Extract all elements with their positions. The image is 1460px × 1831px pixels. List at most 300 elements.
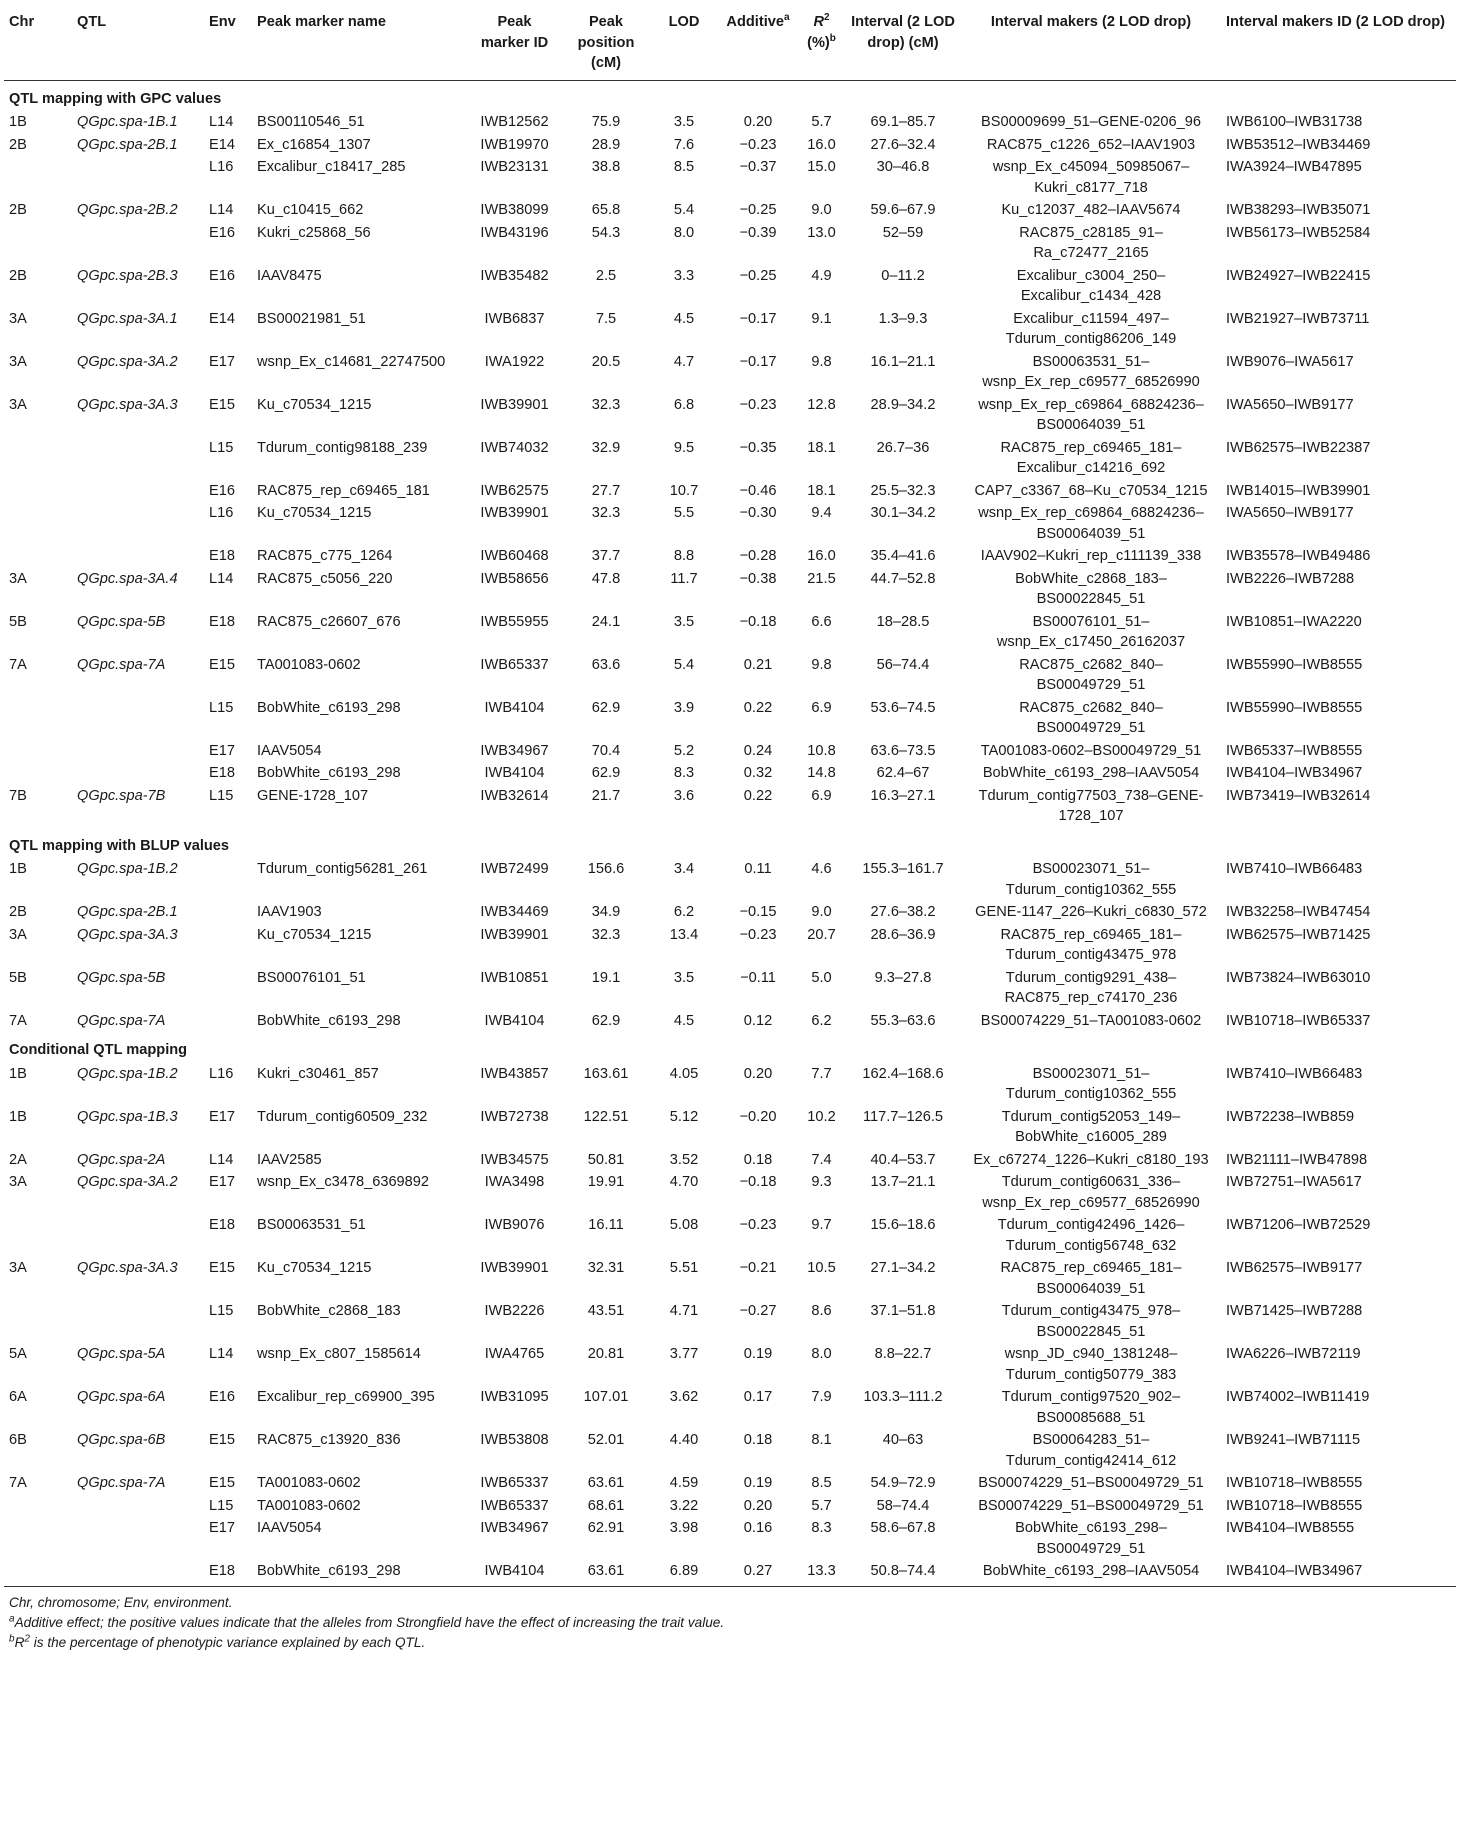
cell-interval-markers: GENE-1147_226–Kukri_c6830_572 bbox=[975, 904, 1207, 920]
cell-peak-marker-name: Kukri_c25868_56 bbox=[257, 224, 371, 241]
cell-r2: 18.1 bbox=[807, 439, 836, 456]
cell-interval: 28.9–34.2 bbox=[870, 396, 936, 413]
cell-qtl: QGpc.spa-2B.1 bbox=[77, 136, 178, 153]
cell-interval: 59.6–67.9 bbox=[870, 202, 936, 218]
cell-interval-markers: Ex_c67274_1226–Kukri_c8180_193 bbox=[973, 1151, 1209, 1168]
cell-lod: 3.5 bbox=[673, 114, 695, 130]
cell-interval-markers-id: IWB10851–IWA2220 bbox=[1226, 613, 1362, 630]
cell-lod: 4.7 bbox=[673, 353, 695, 370]
table-row bbox=[4, 1495, 1456, 1518]
cell-interval: 40.4–53.7 bbox=[870, 1151, 936, 1168]
cell-additive: −0.18 bbox=[739, 1174, 777, 1190]
cell-peak-marker-name: IAAV5054 bbox=[257, 742, 322, 759]
cell-interval-markers-id: IWB10718–IWB65337 bbox=[1226, 1012, 1371, 1029]
cell-interval-markers-id: IWB73419–IWB32614 bbox=[1226, 787, 1371, 804]
cell-env: L14 bbox=[209, 570, 234, 587]
cell-interval-markers: Tdurum_contig97520_902–BS00085688_51 bbox=[1001, 1389, 1181, 1426]
table-row bbox=[4, 1171, 1456, 1214]
cell-interval-markers: BobWhite_c6193_298–IAAV5054 bbox=[961, 1560, 1221, 1586]
header-interval-markers: Interval makers (2 LOD drop) bbox=[961, 4, 1221, 80]
cell-peak-position: 63.61 bbox=[587, 1475, 625, 1491]
cell-r2: 15.0 bbox=[807, 159, 836, 175]
table-body bbox=[4, 80, 1456, 1586]
table-row bbox=[4, 762, 1456, 785]
cell-peak-marker-id: IWB65337 bbox=[480, 1475, 549, 1491]
cell-interval: 28.6–36.9 bbox=[870, 926, 936, 943]
cell-qtl bbox=[72, 222, 204, 265]
qtl-table bbox=[4, 4, 1456, 1587]
cell-additive: −0.23 bbox=[739, 396, 777, 413]
table-row bbox=[4, 156, 1456, 199]
cell-qtl: QGpc.spa-6B bbox=[77, 1432, 166, 1448]
cell-qtl bbox=[72, 1495, 204, 1518]
cell-peak-position: 63.6 bbox=[591, 656, 621, 673]
cell-interval-markers-id: IWB72238–IWB859 bbox=[1226, 1108, 1355, 1125]
cell-interval: 55.3–63.6 bbox=[870, 1012, 936, 1029]
cell-interval-markers: BS00009699_51–GENE-0206_96 bbox=[981, 114, 1201, 130]
cell-additive: −0.25 bbox=[739, 267, 777, 284]
header-peak-marker-name: Peak marker name bbox=[252, 4, 467, 80]
table-row bbox=[4, 437, 1456, 480]
cell-interval-markers: BS00076101_51–wsnp_Ex_c17450_26162037 bbox=[996, 613, 1186, 650]
cell-peak-marker-id: IWB6837 bbox=[484, 310, 545, 327]
cell-interval-markers: BS00023071_51–Tdurum_contig10362_555 bbox=[1005, 1065, 1177, 1102]
cell-lod: 5.4 bbox=[673, 656, 695, 673]
cell-chr: 7A bbox=[9, 656, 27, 673]
cell-additive: −0.35 bbox=[739, 439, 777, 456]
cell-additive: 0.11 bbox=[744, 861, 772, 877]
cell-chr: 3A bbox=[9, 1174, 27, 1190]
cell-interval-markers: IAAV902–Kukri_rep_c111139_338 bbox=[980, 548, 1202, 564]
cell-interval-markers: Tdurum_contig42496_1426–Tdurum_contig56748_632 bbox=[997, 1217, 1185, 1254]
cell-r2: 20.7 bbox=[807, 926, 836, 943]
cell-peak-marker-name: BobWhite_c6193_298 bbox=[257, 765, 401, 781]
cell-env: E14 bbox=[209, 310, 235, 327]
cell-peak-marker-id: IWB39901 bbox=[480, 505, 549, 521]
table-row bbox=[4, 1063, 1456, 1106]
cell-additive: −0.28 bbox=[739, 548, 777, 564]
cell-peak-marker-id: IWB43857 bbox=[480, 1065, 549, 1082]
cell-lod: 3.4 bbox=[673, 861, 695, 877]
table-row bbox=[4, 1257, 1456, 1300]
cell-qtl: QGpc.spa-1B.3 bbox=[77, 1108, 178, 1125]
cell-interval-markers: Tdurum_contig77503_738–GENE-1728_107 bbox=[978, 787, 1204, 824]
table-row bbox=[4, 1010, 1456, 1033]
cell-peak-marker-id: IWB39901 bbox=[480, 1260, 549, 1276]
cell-env: E17 bbox=[209, 1520, 235, 1536]
cell-r2: 10.8 bbox=[807, 742, 836, 759]
section-title: Conditional QTL mapping bbox=[9, 1042, 188, 1058]
cell-r2: 21.5 bbox=[807, 570, 836, 587]
cell-peak-position: 32.31 bbox=[587, 1260, 625, 1276]
cell-peak-marker-id: IWB4104 bbox=[484, 765, 545, 781]
cell-lod: 5.08 bbox=[669, 1217, 699, 1233]
footnote-abbrev: Chr, chromosome; Env, environment. bbox=[9, 1594, 233, 1610]
cell-interval-markers-id: IWB35578–IWB49486 bbox=[1226, 548, 1371, 564]
table-footnotes bbox=[4, 1587, 1456, 1653]
cell-lod: 3.52 bbox=[669, 1151, 699, 1168]
cell-peak-marker-id: IWB19970 bbox=[480, 136, 549, 153]
cell-interval-markers-id: IWB10718–IWB8555 bbox=[1226, 1475, 1363, 1491]
cell-interval: 26.7–36 bbox=[876, 439, 930, 456]
cell-peak-marker-name: RAC875_c26607_676 bbox=[257, 613, 401, 630]
cell-r2: 16.0 bbox=[807, 548, 836, 564]
header-interval-markers-id: Interval makers ID (2 LOD drop) bbox=[1221, 4, 1456, 80]
cell-env: E17 bbox=[209, 353, 235, 370]
cell-interval: 16.1–21.1 bbox=[870, 353, 936, 370]
cell-lod: 10.7 bbox=[669, 482, 699, 499]
cell-interval-markers: BobWhite_c6193_298–IAAV5054 bbox=[982, 765, 1200, 781]
cell-interval-markers-id: IWB32258–IWB47454 bbox=[1226, 904, 1371, 920]
cell-interval-markers: RAC875_rep_c69465_181–Excalibur_c14216_692 bbox=[1000, 439, 1182, 476]
cell-chr: 6B bbox=[9, 1432, 27, 1448]
cell-r2: 8.0 bbox=[811, 1346, 832, 1362]
cell-lod: 5.4 bbox=[673, 202, 695, 218]
section-header-row bbox=[4, 80, 1456, 111]
cell-additive: 0.19 bbox=[743, 1346, 773, 1362]
cell-lod: 4.5 bbox=[673, 1012, 695, 1029]
cell-env: L14 bbox=[209, 114, 234, 130]
table-row bbox=[4, 1560, 1456, 1586]
cell-interval-markers: RAC875_c28185_91–Ra_c72477_2165 bbox=[1019, 224, 1163, 261]
cell-peak-marker-id: IWB38099 bbox=[480, 202, 549, 218]
cell-peak-position: 156.6 bbox=[587, 861, 625, 877]
cell-interval: 27.1–34.2 bbox=[870, 1260, 936, 1276]
table-row bbox=[4, 199, 1456, 222]
cell-qtl: QGpc.spa-1B.2 bbox=[77, 861, 178, 877]
cell-chr: 2B bbox=[9, 136, 27, 153]
cell-interval: 25.5–32.3 bbox=[870, 482, 936, 499]
cell-interval-markers: BS00074229_51–TA001083-0602 bbox=[980, 1012, 1202, 1029]
footnote-b-r-sup: 2 bbox=[24, 1632, 30, 1644]
cell-interval-markers-id: IWB71206–IWB72529 bbox=[1226, 1217, 1371, 1233]
cell-additive: 0.21 bbox=[743, 656, 773, 673]
cell-chr bbox=[4, 156, 72, 199]
cell-peak-marker-id: IWB58656 bbox=[480, 570, 549, 587]
cell-qtl bbox=[72, 1300, 204, 1343]
cell-interval-markers-id: IWB7410–IWB66483 bbox=[1226, 861, 1363, 877]
cell-lod: 8.3 bbox=[673, 765, 695, 781]
cell-r2: 18.1 bbox=[807, 482, 836, 499]
cell-peak-position: 50.81 bbox=[587, 1151, 625, 1168]
cell-peak-marker-id: IWB34967 bbox=[480, 1520, 549, 1536]
cell-env: E18 bbox=[209, 548, 235, 564]
cell-lod: 3.5 bbox=[673, 969, 695, 986]
cell-interval-markers: wsnp_Ex_rep_c69864_68824236–BS00064039_51 bbox=[978, 396, 1204, 433]
cell-peak-marker-id: IWB4104 bbox=[484, 1012, 545, 1029]
table-row bbox=[4, 785, 1456, 828]
cell-interval: 30.1–34.2 bbox=[870, 505, 936, 521]
cell-r2: 16.0 bbox=[807, 136, 836, 153]
cell-peak-position: 28.9 bbox=[591, 136, 621, 153]
cell-additive: 0.20 bbox=[743, 1497, 773, 1514]
cell-peak-marker-name: GENE-1728_107 bbox=[257, 787, 369, 804]
cell-r2: 6.2 bbox=[811, 1012, 832, 1029]
cell-interval-markers: BS00064283_51–Tdurum_contig42414_612 bbox=[1005, 1432, 1177, 1469]
cell-env bbox=[204, 901, 252, 924]
cell-peak-marker-name: Excalibur_rep_c69900_395 bbox=[257, 1389, 435, 1405]
cell-interval-markers: BS00074229_51–BS00049729_51 bbox=[978, 1497, 1204, 1514]
cell-peak-position: 54.3 bbox=[591, 224, 621, 241]
cell-chr: 1B bbox=[9, 1108, 27, 1125]
cell-env: E15 bbox=[209, 656, 235, 673]
cell-env: L15 bbox=[209, 787, 234, 804]
cell-peak-marker-id: IWA1922 bbox=[484, 353, 545, 370]
cell-peak-position: 32.3 bbox=[591, 396, 621, 413]
cell-interval-markers-id: IWB4104–IWB8555 bbox=[1226, 1520, 1355, 1536]
cell-additive: −0.21 bbox=[739, 1260, 777, 1276]
cell-interval: 56–74.4 bbox=[876, 656, 930, 673]
cell-qtl bbox=[72, 502, 204, 545]
cell-qtl: QGpc.spa-3A.2 bbox=[77, 1174, 178, 1190]
table-row bbox=[4, 1386, 1456, 1429]
cell-lod: 5.51 bbox=[669, 1260, 699, 1276]
cell-env: L16 bbox=[209, 1065, 234, 1082]
table-row bbox=[4, 545, 1456, 568]
cell-peak-marker-id: IWB72499 bbox=[480, 861, 549, 877]
footnote-a bbox=[9, 1613, 1451, 1633]
cell-peak-position: 38.8 bbox=[591, 159, 621, 175]
cell-interval-markers-id: IWB55990–IWB8555 bbox=[1226, 699, 1363, 716]
cell-env: E14 bbox=[209, 136, 235, 153]
cell-additive: 0.20 bbox=[743, 1065, 773, 1082]
cell-chr bbox=[4, 762, 72, 785]
cell-env: E15 bbox=[209, 396, 235, 413]
cell-peak-marker-name: BobWhite_c6193_298 bbox=[257, 699, 401, 716]
cell-peak-marker-id: IWB74032 bbox=[480, 439, 549, 456]
cell-interval-markers-id: IWB38293–IWB35071 bbox=[1226, 202, 1371, 218]
cell-r2: 9.3 bbox=[811, 1174, 832, 1190]
cell-peak-position: 163.61 bbox=[583, 1065, 629, 1082]
cell-additive: −0.37 bbox=[739, 159, 777, 175]
table-row bbox=[4, 1214, 1456, 1257]
cell-interval: 63.6–73.5 bbox=[870, 742, 936, 759]
cell-lod: 13.4 bbox=[669, 926, 699, 943]
cell-qtl: QGpc.spa-3A.3 bbox=[77, 926, 178, 943]
cell-qtl: QGpc.spa-7A bbox=[77, 1475, 166, 1491]
cell-peak-position: 20.81 bbox=[587, 1346, 625, 1362]
cell-r2: 4.6 bbox=[811, 861, 832, 877]
cell-additive: 0.16 bbox=[743, 1520, 773, 1536]
cell-additive: −0.17 bbox=[739, 310, 777, 327]
cell-additive: −0.18 bbox=[739, 613, 777, 630]
cell-qtl: QGpc.spa-6A bbox=[77, 1389, 166, 1405]
header-r2-label: R bbox=[813, 14, 824, 30]
cell-peak-marker-name: Tdurum_contig56281_261 bbox=[257, 861, 428, 877]
cell-interval-markers: Excalibur_c11594_497–Tdurum_contig86206_149 bbox=[1005, 310, 1177, 347]
header-r2-unit-sup: b bbox=[829, 32, 836, 44]
cell-lod: 3.77 bbox=[669, 1346, 699, 1362]
cell-peak-marker-id: IWB23131 bbox=[480, 159, 549, 175]
cell-peak-marker-name: Ku_c10415_662 bbox=[257, 202, 364, 218]
cell-interval-markers-id: IWB62575–IWB9177 bbox=[1226, 1260, 1363, 1276]
cell-peak-position: 63.61 bbox=[562, 1560, 650, 1586]
cell-env: E18 bbox=[209, 765, 235, 781]
cell-additive: −0.23 bbox=[739, 1217, 777, 1233]
cell-peak-marker-name: Ku_c70534_1215 bbox=[257, 396, 372, 413]
cell-peak-marker-id: IWB62575 bbox=[480, 482, 549, 499]
cell-peak-marker-id: IWB72738 bbox=[480, 1108, 549, 1125]
header-peak-marker-id: Peak marker ID bbox=[467, 4, 562, 80]
cell-peak-position: 32.3 bbox=[591, 926, 621, 943]
cell-interval: 13.7–21.1 bbox=[870, 1174, 936, 1190]
cell-peak-marker-id: IWB39901 bbox=[480, 396, 549, 413]
cell-peak-marker-id: IWB65337 bbox=[480, 656, 549, 673]
cell-interval-markers-id: IWB21927–IWB73711 bbox=[1226, 310, 1370, 327]
cell-interval-markers-id: IWB62575–IWB22387 bbox=[1226, 439, 1371, 456]
cell-interval: 35.4–41.6 bbox=[870, 548, 936, 564]
cell-additive: −0.25 bbox=[739, 202, 777, 218]
cell-chr: 7A bbox=[9, 1012, 27, 1029]
cell-interval-markers-id: IWB4104–IWB34967 bbox=[1226, 765, 1363, 781]
cell-peak-position: 24.1 bbox=[591, 613, 621, 630]
cell-peak-marker-name: Ku_c70534_1215 bbox=[257, 505, 372, 521]
cell-interval-markers: Tdurum_contig52053_149–BobWhite_c16005_289 bbox=[1001, 1108, 1181, 1145]
cell-qtl: QGpc.spa-5B bbox=[77, 613, 166, 630]
table-row bbox=[4, 134, 1456, 157]
cell-interval-markers-id: IWB62575–IWB71425 bbox=[1226, 926, 1371, 943]
cell-interval: 103.3–111.2 bbox=[863, 1389, 943, 1405]
cell-peak-position: 52.01 bbox=[587, 1432, 625, 1448]
cell-peak-position: 47.8 bbox=[591, 570, 621, 587]
cell-interval-markers: wsnp_Ex_rep_c69864_68824236–BS00064039_51 bbox=[978, 505, 1204, 542]
cell-r2: 9.7 bbox=[811, 1217, 832, 1233]
cell-additive: −0.23 bbox=[739, 926, 777, 943]
header-qtl: QTL bbox=[72, 4, 204, 80]
cell-chr: 5A bbox=[9, 1346, 27, 1362]
section-title: QTL mapping with BLUP values bbox=[9, 837, 230, 854]
cell-lod: 3.9 bbox=[673, 699, 695, 716]
cell-peak-marker-name: Ku_c70534_1215 bbox=[257, 926, 372, 943]
cell-r2: 14.8 bbox=[807, 765, 836, 781]
cell-peak-marker-name: Excalibur_c18417_285 bbox=[257, 159, 406, 175]
table-row bbox=[4, 568, 1456, 611]
cell-r2: 4.9 bbox=[811, 267, 832, 284]
cell-additive: 0.12 bbox=[743, 1012, 773, 1029]
cell-r2: 13.3 bbox=[798, 1560, 845, 1586]
cell-qtl: QGpc.spa-7A bbox=[77, 1012, 166, 1029]
cell-peak-marker-id: IWB32614 bbox=[480, 787, 549, 804]
cell-peak-marker-id: IWB31095 bbox=[480, 1389, 549, 1405]
cell-env: E17 bbox=[209, 1108, 235, 1125]
header-additive-label: Additive bbox=[726, 14, 784, 30]
header-lod: LOD bbox=[650, 4, 718, 80]
cell-r2: 10.2 bbox=[807, 1108, 836, 1125]
cell-env: E17 bbox=[209, 1174, 235, 1190]
cell-chr: 5B bbox=[9, 969, 27, 986]
cell-chr: 2B bbox=[9, 202, 27, 218]
table-row bbox=[4, 1472, 1456, 1495]
cell-chr bbox=[4, 1517, 72, 1560]
cell-peak-marker-name: RAC875_c5056_220 bbox=[257, 570, 393, 587]
cell-interval-markers-id: IWA6226–IWB72119 bbox=[1226, 1346, 1361, 1362]
cell-interval: 155.3–161.7 bbox=[862, 861, 944, 877]
cell-qtl: QGpc.spa-2A bbox=[77, 1151, 166, 1168]
cell-peak-position: 75.9 bbox=[591, 114, 621, 130]
cell-r2: 5.0 bbox=[811, 969, 832, 986]
header-env: Env bbox=[204, 4, 252, 80]
cell-peak-position: 21.7 bbox=[591, 787, 621, 804]
cell-env: E16 bbox=[209, 482, 235, 499]
cell-r2: 9.4 bbox=[811, 505, 832, 521]
cell-r2: 8.5 bbox=[811, 1475, 832, 1491]
cell-additive: 0.27 bbox=[718, 1560, 798, 1586]
cell-peak-marker-name: Kukri_c30461_857 bbox=[257, 1065, 379, 1082]
cell-env: L14 bbox=[209, 1346, 234, 1362]
cell-r2: 12.8 bbox=[807, 396, 836, 413]
cell-interval: 50.8–74.4 bbox=[845, 1560, 961, 1586]
cell-interval-markers-id: IWB7410–IWB66483 bbox=[1226, 1065, 1363, 1082]
cell-chr bbox=[4, 437, 72, 480]
table-row bbox=[4, 308, 1456, 351]
cell-peak-marker-name: wsnp_Ex_c3478_6369892 bbox=[257, 1174, 430, 1190]
cell-peak-marker-id: IWB65337 bbox=[480, 1497, 549, 1514]
cell-interval: 9.3–27.8 bbox=[874, 969, 932, 986]
cell-qtl: QGpc.spa-2B.3 bbox=[77, 267, 178, 284]
cell-peak-marker-id: IWB43196 bbox=[480, 224, 549, 241]
cell-r2: 7.4 bbox=[811, 1151, 832, 1168]
cell-qtl: QGpc.spa-7B bbox=[77, 787, 166, 804]
header-r2-sup: 2 bbox=[823, 12, 830, 24]
cell-chr bbox=[4, 1495, 72, 1518]
cell-interval-markers: Tdurum_contig60631_336–wsnp_Ex_rep_c69577_68526990 bbox=[982, 1174, 1200, 1211]
cell-chr bbox=[4, 545, 72, 568]
cell-interval-markers: wsnp_Ex_c45094_50985067–Kukri_c8177_718 bbox=[992, 159, 1190, 196]
cell-interval-markers-id: IWB55990–IWB8555 bbox=[1226, 656, 1363, 673]
table-row bbox=[4, 924, 1456, 967]
cell-env: L15 bbox=[209, 1497, 234, 1514]
cell-lod: 3.6 bbox=[673, 787, 695, 804]
cell-interval-markers: TA001083-0602–BS00049729_51 bbox=[980, 742, 1202, 759]
cell-lod: 7.6 bbox=[673, 136, 695, 153]
cell-peak-marker-name: IAAV5054 bbox=[257, 1520, 322, 1536]
cell-additive: −0.30 bbox=[739, 505, 777, 521]
cell-interval-markers-id: IWA5650–IWB9177 bbox=[1226, 505, 1354, 521]
cell-peak-marker-id: IWB55955 bbox=[480, 613, 549, 630]
cell-qtl: QGpc.spa-3A.4 bbox=[77, 570, 178, 587]
cell-qtl: QGpc.spa-5B bbox=[77, 969, 166, 986]
cell-chr: 1B bbox=[9, 861, 27, 877]
cell-qtl: QGpc.spa-2B.2 bbox=[77, 202, 178, 218]
cell-interval: 162.4–168.6 bbox=[862, 1065, 944, 1082]
cell-chr: 3A bbox=[9, 926, 27, 943]
cell-interval: 54.9–72.9 bbox=[870, 1475, 936, 1491]
cell-qtl: QGpc.spa-3A.3 bbox=[77, 1260, 178, 1276]
cell-peak-marker-name: BS00076101_51 bbox=[257, 969, 366, 986]
cell-chr bbox=[4, 222, 72, 265]
header-interval: Interval (2 LOD drop) (cM) bbox=[845, 4, 961, 80]
cell-lod: 4.5 bbox=[673, 310, 695, 327]
cell-peak-position: 43.51 bbox=[587, 1303, 625, 1319]
cell-r2: 9.1 bbox=[811, 310, 832, 327]
cell-r2: 13.0 bbox=[807, 224, 836, 241]
cell-peak-position: 62.9 bbox=[591, 699, 621, 716]
cell-chr: 3A bbox=[9, 1260, 27, 1276]
cell-interval: 27.6–38.2 bbox=[870, 904, 936, 920]
cell-env: L15 bbox=[209, 1303, 234, 1319]
cell-peak-marker-id: IWA3498 bbox=[484, 1174, 545, 1190]
cell-peak-marker-name: BobWhite_c6193_298 bbox=[257, 1012, 401, 1029]
cell-qtl: QGpc.spa-3A.2 bbox=[77, 353, 178, 370]
cell-qtl: QGpc.spa-2B.1 bbox=[77, 904, 178, 920]
cell-peak-marker-name: TA001083-0602 bbox=[257, 1497, 361, 1514]
cell-interval-markers: BobWhite_c2868_183–BS00022845_51 bbox=[1015, 570, 1167, 607]
cell-r2: 9.8 bbox=[811, 353, 832, 370]
cell-interval-markers-id: IWB74002–IWB11419 bbox=[1226, 1389, 1370, 1405]
cell-peak-marker-id: IWB39901 bbox=[480, 926, 549, 943]
cell-peak-marker-id: IWB12562 bbox=[480, 114, 549, 130]
cell-lod: 5.5 bbox=[673, 505, 695, 521]
